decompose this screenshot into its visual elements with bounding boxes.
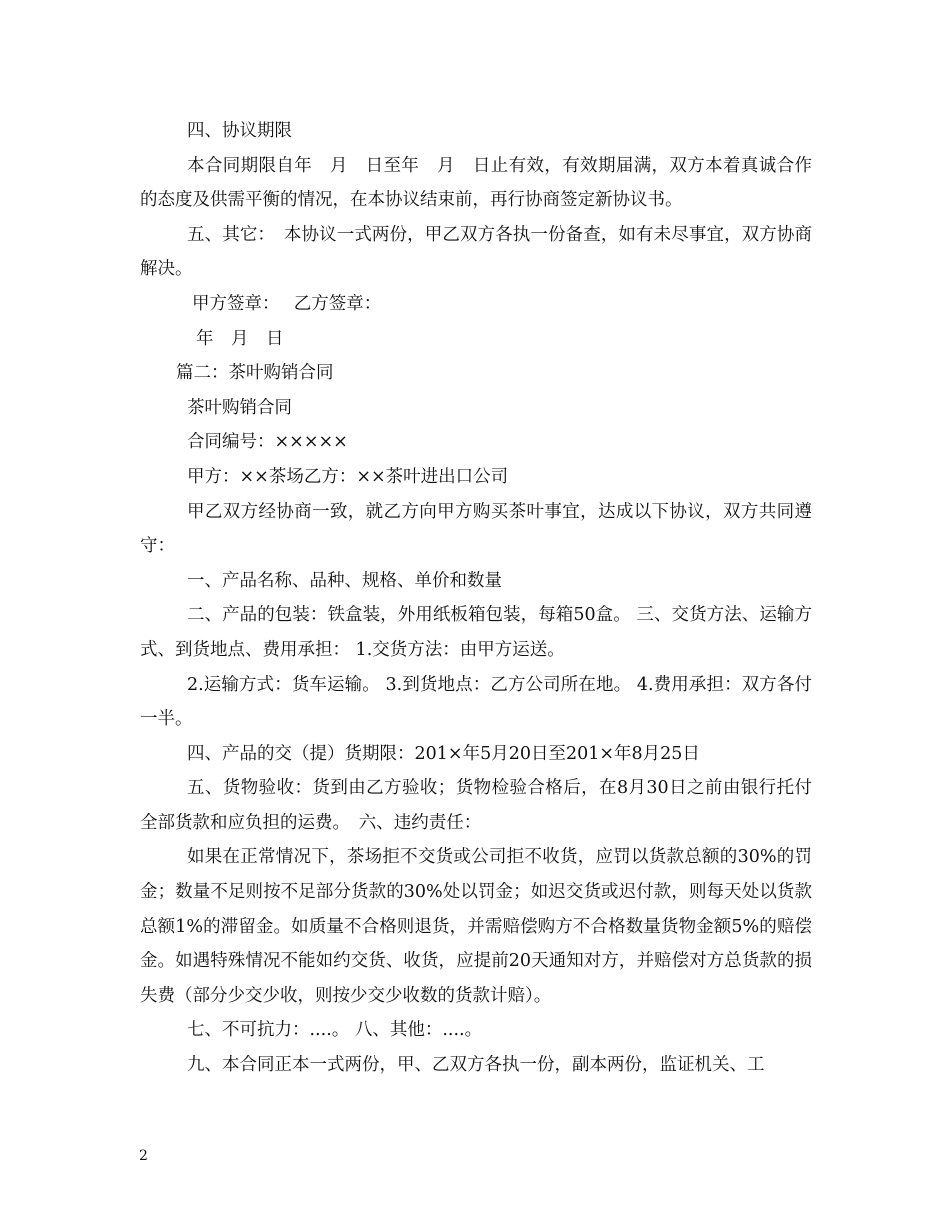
part-two-heading: 篇二：茶叶购销合同 bbox=[176, 363, 334, 384]
contract-title: 茶叶购销合同 bbox=[187, 397, 292, 418]
clause-force-majeure: 七、不可抗力：....。 八、其他：....。 bbox=[187, 1020, 483, 1041]
paragraph-term-content: 本合同期限自年 月 日至年 月 日止有效，有效期届满，双方本着真诚合作的态度及供需平衡的情况，在本协议结束前，再行协商签定新协议书。 bbox=[140, 155, 812, 211]
clause-transport-costs: 2.运输方式：货车运输。 3.到货地点：乙方公司所在地。 4.费用承担：双方各付一半。 bbox=[140, 674, 812, 730]
clause-liability: 如果在正常情况下，茶场拒不交货或公司拒不收货，应罚以货款总额的30%的罚金；数量不足则按不足部分货款的30%处以罚金；如迟交货或迟付款，则每天处以货款总额1%的滞留金。如质量不合格则退货，并需赔偿购方不合格数量货物金额5%的赔偿金。如遇特殊情况不能如约交货、收货，应提前20天通知对方，并赔偿对方总货款的损失费（部分少交少收，则按少交少收数的货款计赔）。 bbox=[140, 847, 812, 1006]
document-body bbox=[140, 114, 812, 1083]
clause-copies: 九、本合同正本一式两份，甲、乙双方各执一份，副本两份，监证机关、工 bbox=[187, 1055, 765, 1076]
clause-product-info: 一、产品名称、品种、规格、单价和数量 bbox=[187, 570, 502, 591]
paragraph-other-clause: 五、其它： 本协议一式两份，甲乙双方各执一份备查，如有未尽事宜，双方协商解决。 bbox=[140, 224, 812, 280]
paragraph-agreement-intro: 甲乙双方经协商一致，就乙方向甲方购买茶叶事宜，达成以下协议，双方共同遵守： bbox=[140, 501, 812, 557]
clause-delivery-period: 四、产品的交（提）货期限：201×年5月20日至201×年8月25日 bbox=[187, 743, 700, 764]
signature-line: 甲方签章： 乙方签章： bbox=[192, 293, 382, 314]
section-heading-term: 四、协议期限 bbox=[187, 121, 292, 141]
page-number: 2 bbox=[139, 1148, 148, 1164]
contract-number: 合同编号：××××× bbox=[187, 432, 348, 453]
clause-inspection: 五、货物验收：货到由乙方验收；货物检验合格后，在8月30日之前由银行托付全部货款和应负担的运费。 六、违约责任： bbox=[140, 778, 812, 833]
date-line: 年 月 日 bbox=[196, 328, 284, 349]
contract-parties: 甲方：××茶场乙方：××茶叶进出口公司 bbox=[187, 466, 509, 487]
clause-packaging-delivery: 二、产品的包装：铁盒装，外用纸板箱包装，每箱50盒。 三、交货方法、运输方式、到货地点、费用承担： 1.交货方法：由甲方运送。 bbox=[140, 605, 812, 660]
